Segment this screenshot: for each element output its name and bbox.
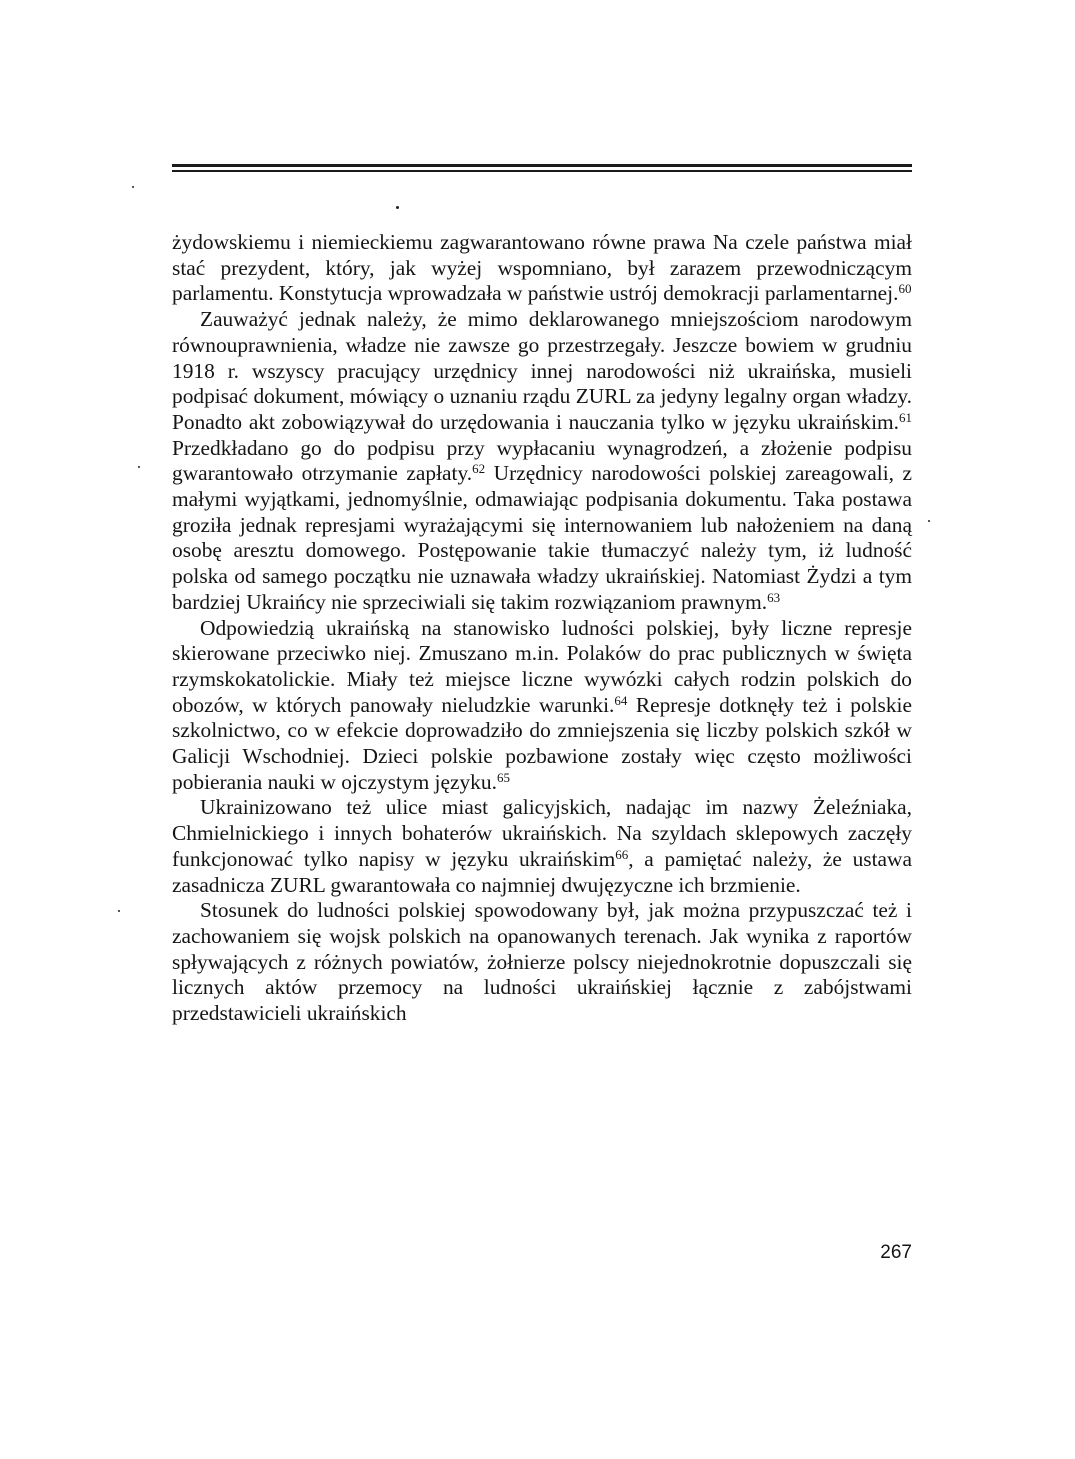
footnote-marker: 60 xyxy=(898,281,912,297)
paragraph xyxy=(172,898,912,1027)
footnote-marker: 61 xyxy=(899,409,912,425)
paragraph xyxy=(172,307,912,615)
footnote-marker: 66 xyxy=(615,846,629,862)
scan-speck xyxy=(132,186,134,188)
paragraph-text: Ukrainizowano też ulice miast galicyjskich, nadając im nazwy Żeleźniaka, Chmielnickiego i innych bohaterów ukraińskich. Na szyldach sklepowych zaczęły funkcjonować tylko napisy w języku ukraińskim xyxy=(172,795,912,871)
body-text xyxy=(172,230,912,1027)
footnote-marker: 63 xyxy=(767,589,781,605)
paragraph-text: Urzędnicy narodowości polskiej zareagowali, z małymi wyjątkami, jednomyślnie, odmawiając podpisania dokumentu. Taka postawa groziła jednak represjami wyrażającymi się internowaniem lub nałożeniem na daną osobę aresztu domowego. Postępowanie takie tłumaczyć należy tym, iż ludność polska od samego początku nie uznawała władzy ukraińskiej. Natomiast Żydzi a tym bardziej Ukraińcy nie sprzeciwiali się takim rozwiązaniom prawnym. xyxy=(172,461,912,614)
footnote-marker: 62 xyxy=(472,461,486,477)
paragraph-text: Zauważyć jednak należy, że mimo deklarowanego mniejszościom narodowym równouprawnienia, władze nie zawsze go przestrzegały. Jeszcze bowiem w grudniu 1918 r. wszyscy pracujący urzędnicy innej narodowości niż ukraińska, musieli podpisać dokument, mówiący o uznaniu rządu ZURL za jedyny legalny organ władzy. Ponadto akt zobowiązywał do urzędowania i nauczania tylko w języku ukraińskim. xyxy=(172,307,912,434)
paragraph xyxy=(172,230,912,307)
paragraph-text: Odpowiedzią ukraińską na stanowisko ludności polskiej, były liczne represje skierowane przeciwko niej. Zmuszano m.in. Polaków do prac publicznych w święta rzymskokatolickie. Miały też miejsce liczne wywózki całych rodzin polskich do obozów, w których panowały nieludzkie warunki. xyxy=(172,615,912,717)
paragraph xyxy=(172,616,912,796)
header-rule-thick xyxy=(172,164,912,167)
paragraph-text: Przedkładano go do podpisu przy wypłacaniu wynagrodzeń, a złożenie podpisu gwarantowało otrzymanie zapłaty. xyxy=(172,435,912,486)
paragraph-text: , a pamiętać należy, że ustawa zasadnicza ZURL gwarantowała co najmniej dwujęzyczne ich brzmienie. xyxy=(172,846,912,897)
scan-speck xyxy=(396,206,399,209)
footnote-marker: 65 xyxy=(496,769,510,785)
page-number: 267 xyxy=(880,1242,912,1263)
paragraph-text: Represje dotknęły też i polskie szkolnictwo, co w efekcie doprowadziło do zmniejszenia się liczby polskich szkół w Galicji Wschodniej. Dzieci polskie pozbawione zostały więc często możliwości pobierania nauki w ojczystym języku. xyxy=(172,692,912,794)
scan-speck xyxy=(928,520,930,522)
paragraph xyxy=(172,795,912,898)
scan-speck xyxy=(118,910,120,912)
paragraph-text: żydowskiemu i niemieckiemu zagwarantowano równe prawa Na czele państwa miał stać prezydent, który, jak wyżej wspomniano, był zarazem przewodniczącym parlamentu. Konstytucja wprowadzała w państwie ustrój demokracji parlamentarnej. xyxy=(172,230,912,306)
scan-speck xyxy=(138,466,140,468)
footnote-marker: 64 xyxy=(614,692,628,708)
header-rule-thin xyxy=(172,170,912,172)
paragraph-text: Stosunek do ludności polskiej spowodowany był, jak można przypuszczać też i zachowaniem się wojsk polskich na opanowanych terenach. Jak wynika z raportów spływających z różnych powiatów, żołnierze polscy niejednokrotnie dopuszczali się licznych aktów przemocy na ludności ukraińskiej łącznie z zabójstwami przedstawicieli ukraińskich xyxy=(172,898,912,1026)
